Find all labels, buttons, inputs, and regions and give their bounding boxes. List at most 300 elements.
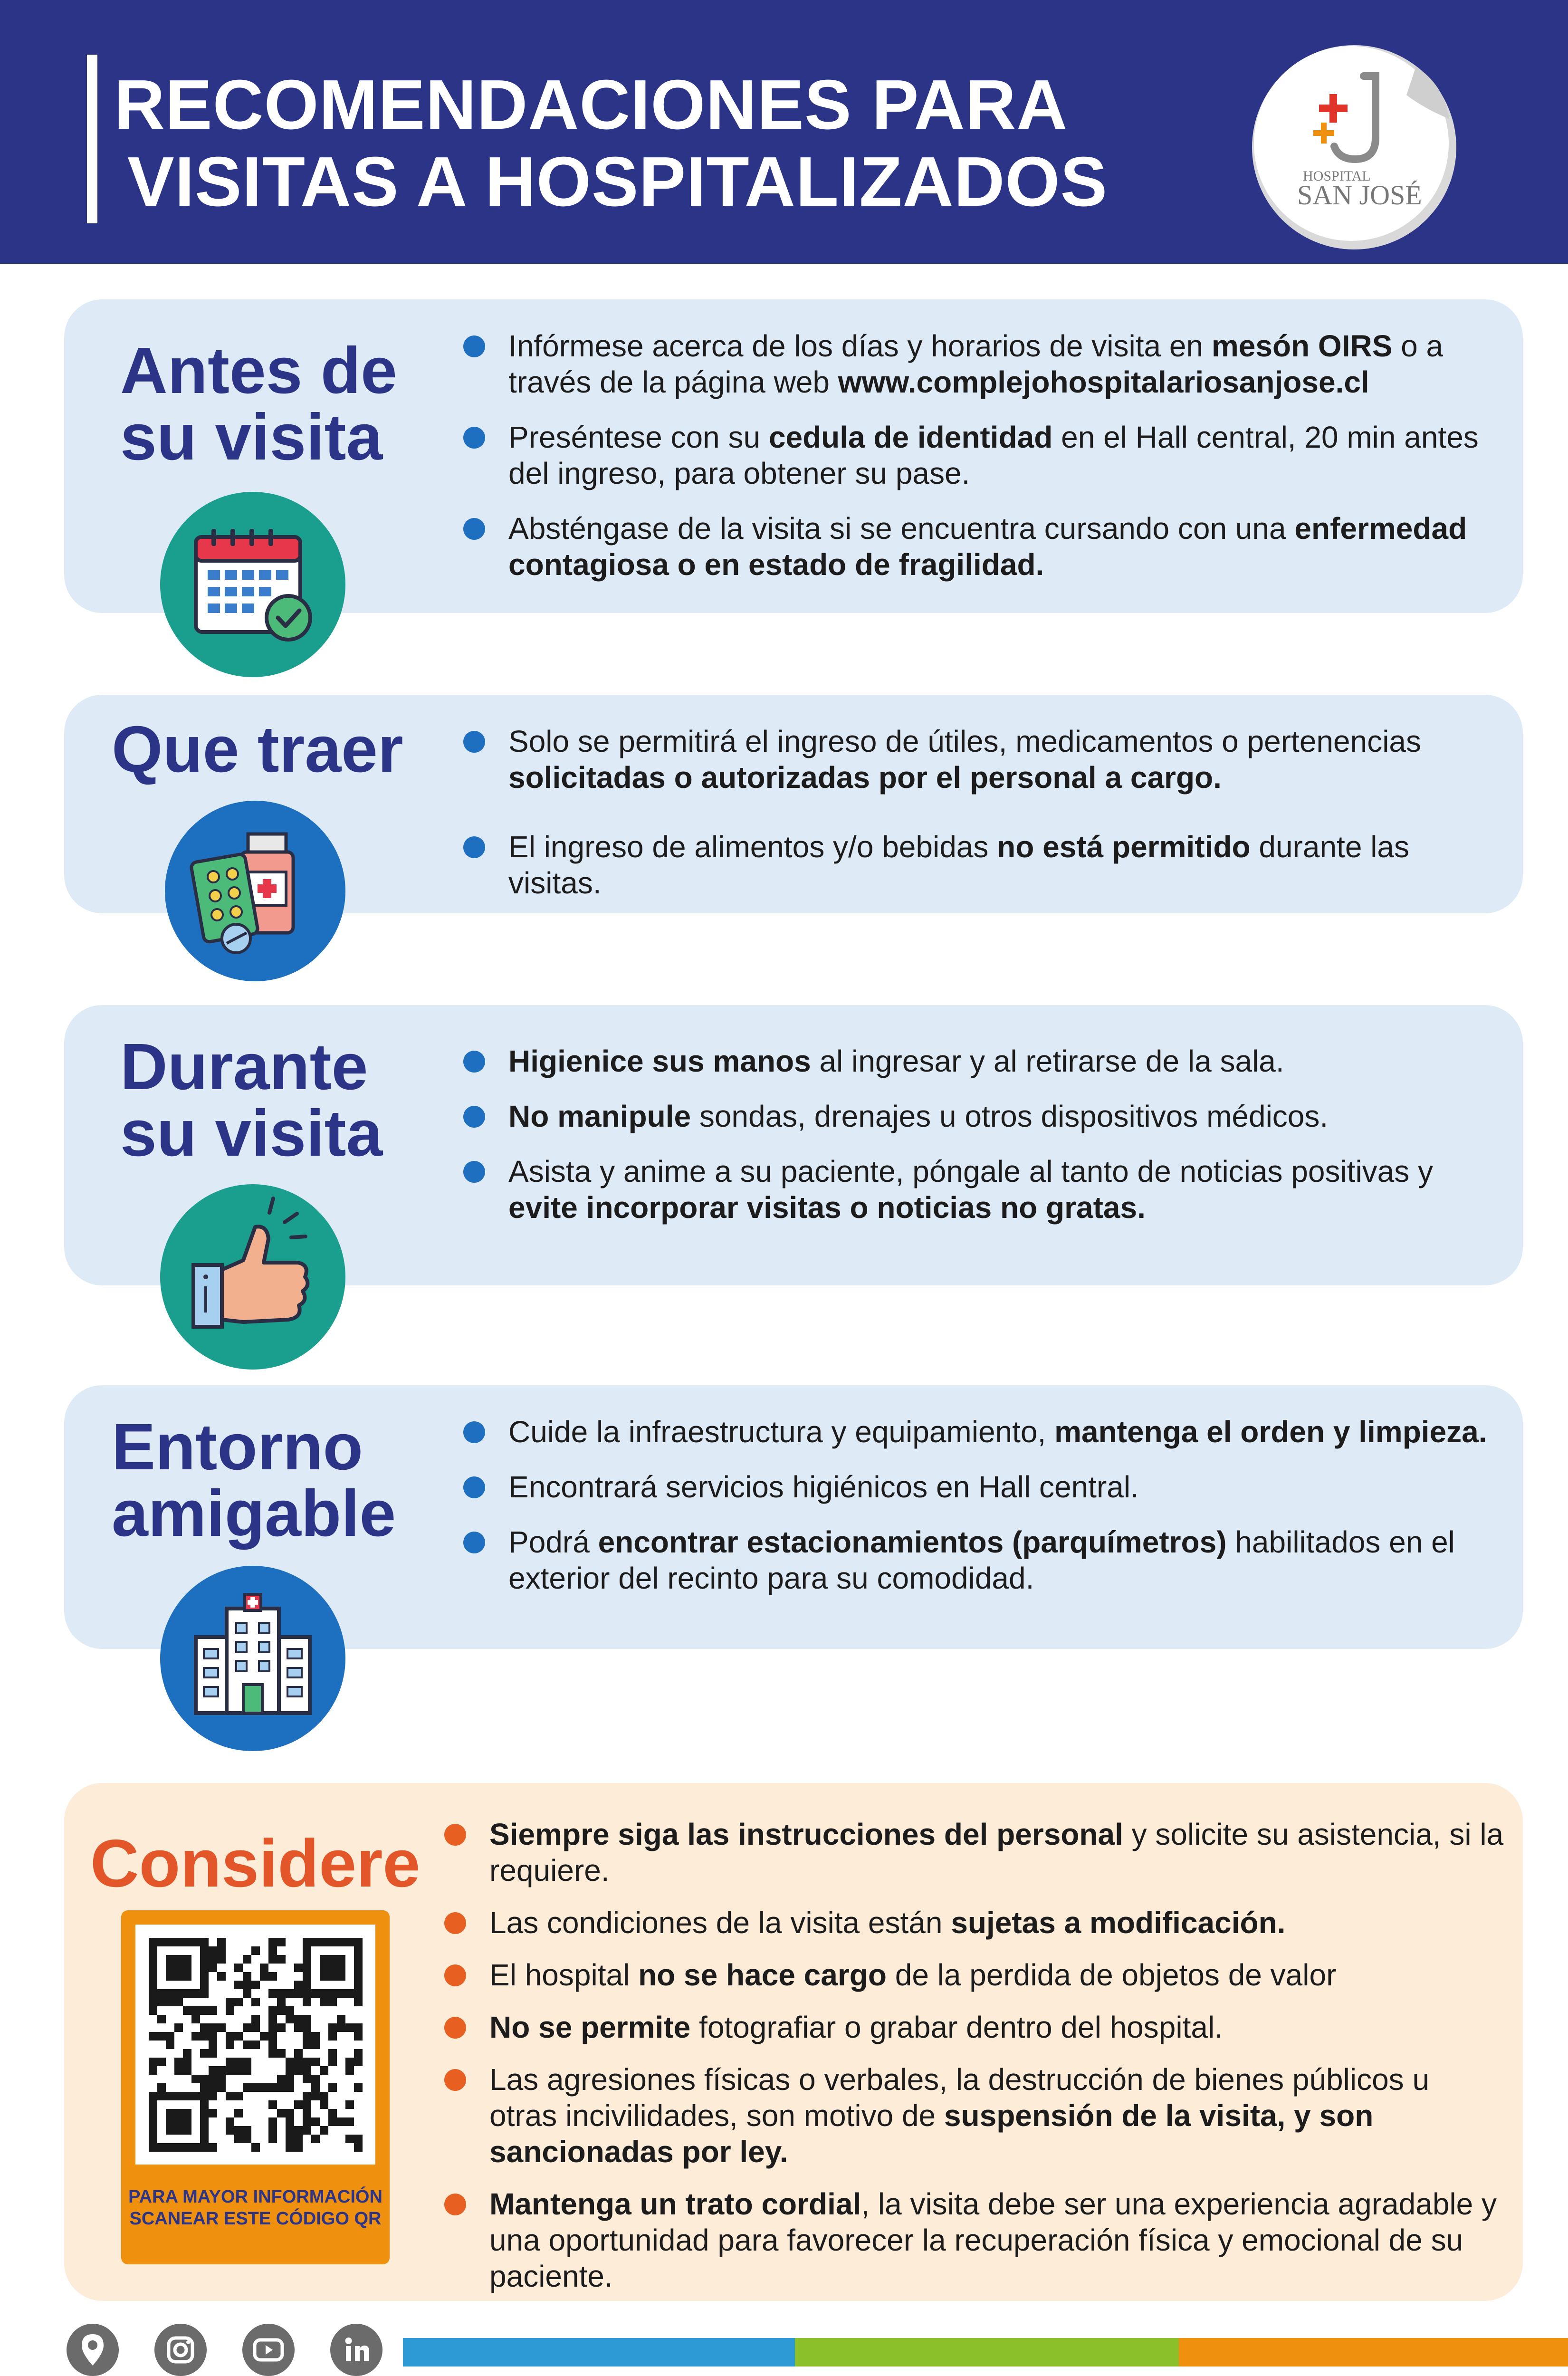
qr-module — [226, 2117, 234, 2126]
qr-module — [183, 2006, 191, 2015]
qr-module — [157, 1989, 166, 1998]
qr-module — [311, 2032, 320, 2041]
qr-module — [209, 2032, 217, 2041]
qr-module — [303, 2117, 311, 2126]
qr-module — [328, 2117, 337, 2126]
qr-module — [268, 1946, 277, 1955]
qr-module — [337, 2117, 345, 2126]
qr-module — [200, 2117, 209, 2126]
qr-module — [200, 1989, 209, 1998]
qr-module — [337, 2023, 345, 2032]
qr-module — [311, 1938, 320, 1946]
qr-module — [294, 2066, 303, 2075]
bullet-dot — [444, 2017, 466, 2039]
qr-module — [268, 1989, 277, 1998]
qr-module — [303, 1955, 311, 1964]
qr-module — [234, 1998, 243, 2006]
qr-module — [277, 2023, 286, 2032]
section-title: Considere — [90, 1826, 421, 1901]
qr-module — [166, 2092, 174, 2100]
qr-module — [209, 2006, 217, 2015]
qr-module — [260, 1964, 268, 1972]
qr-module — [183, 1964, 191, 1972]
qr-module — [311, 2041, 320, 2049]
bullet-dot — [463, 1106, 485, 1128]
logo-big-text: SAN JOSÉ — [1297, 180, 1422, 211]
qr-module — [268, 2032, 277, 2041]
qr-module — [149, 2135, 157, 2143]
qr-module — [149, 1938, 157, 1946]
qr-module — [328, 1955, 337, 1964]
qr-module — [354, 1955, 363, 1964]
header-accent-bar — [87, 55, 97, 223]
qr-module — [243, 1981, 251, 1989]
thumbs-up-icon — [160, 1184, 345, 1370]
footer-stripe-green — [795, 2338, 1179, 2366]
footer-stripe-blue — [403, 2338, 795, 2366]
qr-module — [200, 2126, 209, 2135]
qr-module — [243, 2135, 251, 2143]
qr-module — [200, 1946, 209, 1955]
qr-module — [157, 2083, 166, 2092]
qr-module — [311, 2083, 320, 2092]
qr-module — [328, 2058, 337, 2066]
qr-module — [217, 2075, 226, 2083]
qr-module — [191, 1989, 200, 1998]
qr-module — [200, 2006, 209, 2015]
qr-module — [303, 2058, 311, 2066]
qr-module — [277, 2049, 286, 2058]
qr-module — [311, 2092, 320, 2100]
section-title: Entorno amigable — [112, 1410, 396, 1550]
qr-module — [191, 2006, 200, 2015]
qr-module — [354, 2135, 363, 2143]
qr-module — [174, 1955, 183, 1964]
qr-module — [345, 2066, 354, 2075]
list-item: Higienice sus manos al ingresar y al retirarse de la sala. — [463, 1043, 1509, 1079]
qr-module — [328, 2109, 337, 2117]
qr-module — [166, 2032, 174, 2041]
qr-module — [286, 1989, 294, 1998]
qr-module — [149, 2032, 157, 2041]
qr-module — [183, 2066, 191, 2075]
bullet-dot — [463, 1051, 485, 1073]
qr-module — [303, 1972, 311, 1981]
qr-module — [191, 2075, 200, 2083]
qr-module — [277, 2109, 286, 2117]
qr-module — [277, 1938, 286, 1946]
qr-module — [200, 2143, 209, 2152]
bullet-dot — [444, 2194, 466, 2215]
qr-module — [320, 2126, 328, 2135]
qr-module — [303, 2041, 311, 2049]
qr-module — [345, 2058, 354, 2066]
youtube-icon[interactable] — [242, 2324, 295, 2376]
qr-module — [337, 1938, 345, 1946]
list-item: Asista y anime a su paciente, póngale al tanto de noticias positivas y evite incorporar visitas o noticias no gratas. — [463, 1153, 1509, 1226]
qr-module — [149, 2006, 157, 2015]
bullet-list — [463, 328, 1509, 602]
qr-module — [268, 2006, 277, 2015]
qr-module — [209, 2041, 217, 2049]
list-item: Cuide la infraestructura y equipamiento, mantenga el orden y limpieza. — [463, 1414, 1509, 1450]
list-item: Preséntese con su cedula de identidad en el Hall central, 20 min antes del ingreso, para obtener su pase. — [463, 419, 1509, 491]
list-item: Infórmese acerca de los días y horarios de visita en mesón OIRS o a través de la página web www.complejohospitalariosanjose.cl — [463, 328, 1509, 400]
qr-module — [320, 1938, 328, 1946]
qr-module — [337, 1964, 345, 1972]
qr-module — [320, 1955, 328, 1964]
qr-module — [337, 1955, 345, 1964]
qr-module — [200, 2083, 209, 2092]
qr-module — [251, 1998, 260, 2006]
qr-module — [183, 1955, 191, 1964]
qr-module — [243, 2126, 251, 2135]
qr-module — [191, 2092, 200, 2100]
qr-module — [320, 1998, 328, 2006]
qr-module — [243, 2083, 251, 2092]
qr-module — [294, 1989, 303, 1998]
qr-module — [217, 2066, 226, 2075]
qr-module — [157, 1998, 166, 2006]
qr-module — [149, 2066, 157, 2075]
qr-module — [303, 2092, 311, 2100]
qr-module — [166, 2117, 174, 2126]
qr-module — [286, 2143, 294, 2152]
qr-module — [320, 1972, 328, 1981]
qr-module — [149, 1998, 157, 2006]
qr-module — [303, 1989, 311, 1998]
qr-module — [345, 1938, 354, 1946]
qr-module — [354, 1938, 363, 1946]
qr-module — [260, 2032, 268, 2041]
qr-module — [277, 1989, 286, 1998]
qr-module — [354, 1998, 363, 2006]
qr-module — [174, 1998, 183, 2006]
qr-module — [251, 2041, 260, 2049]
qr-module — [166, 1938, 174, 1946]
qr-module — [337, 1972, 345, 1981]
qr-module — [226, 2066, 234, 2075]
qr-module — [277, 2075, 286, 2083]
bullet-dot — [444, 1964, 466, 1986]
qr-module — [303, 1964, 311, 1972]
qr-module — [243, 1955, 251, 1964]
qr-module — [286, 2117, 294, 2126]
qr-module — [226, 2126, 234, 2135]
qr-module — [268, 1955, 277, 1964]
bullet-dot — [463, 427, 485, 449]
qr-module — [303, 1938, 311, 1946]
qr-module — [209, 2049, 217, 2058]
qr-module — [337, 2015, 345, 2023]
qr-module — [149, 1964, 157, 1972]
qr-module — [183, 1989, 191, 1998]
qr-module — [217, 1955, 226, 1964]
bullet-list — [444, 1816, 1504, 2313]
list-item: Siempre siga las instrucciones del personal y solicite su asistencia, si la requiere. — [444, 1816, 1504, 1888]
list-item: Las agresiones físicas o verbales, la destrucción de bienes públicos u otras incivilidades, son motivo de suspensión de la visita, y son sancionadas por ley. — [444, 2061, 1504, 2170]
qr-module — [200, 2049, 209, 2058]
qr-module — [354, 2032, 363, 2041]
qr-module — [294, 2058, 303, 2066]
qr-module — [191, 2143, 200, 2152]
qr-module — [209, 2023, 217, 2032]
qr-module — [286, 2066, 294, 2075]
qr-module — [166, 1955, 174, 1964]
list-item: El hospital no se hace cargo de la perdida de objetos de valor — [444, 1957, 1504, 1993]
qr-module — [243, 1972, 251, 1981]
bullet-dot — [463, 1532, 485, 1553]
qr-module — [311, 1989, 320, 1998]
qr-module — [174, 1972, 183, 1981]
qr-module — [286, 2135, 294, 2143]
qr-module — [354, 2023, 363, 2032]
qr-module — [226, 2041, 234, 2049]
qr-module — [277, 1955, 286, 1964]
qr-module — [320, 2100, 328, 2109]
qr-module — [303, 1946, 311, 1955]
qr-module — [345, 2023, 354, 2032]
qr-module — [354, 1981, 363, 1989]
instagram-icon[interactable] — [154, 2324, 207, 2376]
qr-module — [328, 2032, 337, 2041]
bullet-list — [463, 723, 1509, 920]
qr-module — [149, 2117, 157, 2126]
qr-module — [320, 1989, 328, 1998]
bullet-list — [463, 1043, 1509, 1245]
qr-module — [320, 1964, 328, 1972]
qr-module — [174, 1964, 183, 1972]
qr-module — [217, 2083, 226, 2092]
qr-module — [286, 2075, 294, 2083]
qr-module — [234, 1981, 243, 1989]
bullet-dot — [444, 1824, 466, 1846]
list-item: Las condiciones de la visita están sujetas a modificación. — [444, 1905, 1504, 1941]
qr-module — [328, 2049, 337, 2058]
qr-module — [166, 2041, 174, 2049]
qr-module — [157, 2032, 166, 2041]
qr-module — [234, 2135, 243, 2143]
bullet-dot — [463, 836, 485, 858]
qr-module — [311, 2135, 320, 2143]
qr-module — [149, 1981, 157, 1989]
qr-module — [328, 1938, 337, 1946]
calendar-check-icon — [160, 492, 345, 677]
qr-module — [200, 2023, 209, 2032]
qr-module — [200, 1972, 209, 1981]
qr-module — [328, 1989, 337, 1998]
bullet-dot — [463, 1421, 485, 1443]
qr-module — [174, 2066, 183, 2075]
qr-module — [209, 2143, 217, 2152]
qr-module — [268, 2083, 277, 2092]
qr-module — [234, 2066, 243, 2075]
qr-module — [149, 2126, 157, 2135]
qr-module — [354, 2049, 363, 2058]
qr-module — [328, 1964, 337, 1972]
qr-module — [320, 2092, 328, 2100]
qr-module — [183, 2143, 191, 2152]
qr-module — [328, 2083, 337, 2092]
qr-module — [157, 2143, 166, 2152]
bullet-dot — [463, 1161, 485, 1183]
qr-code-panel[interactable] — [121, 1910, 390, 2264]
qr-module — [200, 1938, 209, 1946]
qr-module — [303, 2126, 311, 2135]
qr-module — [183, 2117, 191, 2126]
qr-module — [234, 2092, 243, 2100]
qr-module — [294, 2023, 303, 2032]
qr-module — [174, 2126, 183, 2135]
qr-module — [345, 2117, 354, 2126]
qr-module — [200, 2109, 209, 2117]
qr-module — [286, 2006, 294, 2015]
qr-module — [157, 2015, 166, 2023]
qr-module — [234, 2109, 243, 2117]
list-item: Absténgase de la visita si se encuentra cursando con una enfermedad contagiosa o en estado de fragilidad. — [463, 510, 1509, 583]
qr-module — [268, 2135, 277, 2143]
qr-module — [166, 2109, 174, 2117]
bullet-dot — [463, 1476, 485, 1498]
qr-module — [251, 2143, 260, 2152]
qr-module — [354, 2083, 363, 2092]
qr-module — [268, 2015, 277, 2023]
list-item: Mantenga un trato cordial, la visita debe ser una experiencia agradable y una oportunidad para favorecer la recuperación física y emocional de su paciente. — [444, 2186, 1504, 2294]
qr-module — [260, 1972, 268, 1981]
qr-module — [320, 2066, 328, 2075]
logo-small-text: HOSPITAL — [1303, 168, 1371, 184]
qr-module — [243, 2066, 251, 2075]
qr-module — [217, 1938, 226, 1946]
qr-module — [345, 2135, 354, 2143]
qr-module — [268, 2117, 277, 2126]
qr-module — [328, 2023, 337, 2032]
qr-module — [251, 2083, 260, 2092]
qr-module — [303, 2066, 311, 2075]
list-item: No manipule sondas, drenajes u otros dispositivos médicos. — [463, 1098, 1509, 1134]
qr-module — [166, 2143, 174, 2152]
qr-module — [328, 1972, 337, 1981]
linkedin-icon[interactable] — [330, 2324, 382, 2376]
qr-module — [286, 2015, 294, 2023]
qr-module — [303, 2109, 311, 2117]
location-pin-icon[interactable] — [67, 2324, 119, 2376]
qr-module — [354, 1946, 363, 1955]
qr-module — [294, 2015, 303, 2023]
qr-module — [174, 2023, 183, 2032]
qr-module — [174, 1989, 183, 1998]
qr-module — [174, 2109, 183, 2117]
qr-module — [268, 2023, 277, 2032]
qr-module — [157, 2092, 166, 2100]
qr-module — [217, 2023, 226, 2032]
qr-module — [294, 1964, 303, 1972]
qr-module — [209, 2109, 217, 2117]
qr-module — [354, 2058, 363, 2066]
qr-module — [217, 1972, 226, 1981]
qr-module — [354, 2143, 363, 2152]
qr-module — [157, 2058, 166, 2066]
qr-module — [294, 2100, 303, 2109]
bullet-dot — [463, 335, 485, 357]
qr-module — [200, 2092, 209, 2100]
qr-module — [174, 2058, 183, 2066]
qr-module — [311, 2075, 320, 2083]
qr-module — [251, 1946, 260, 1955]
qr-module — [200, 2032, 209, 2041]
qr-module — [166, 2126, 174, 2135]
qr-module — [311, 2117, 320, 2126]
hospital-building-icon — [160, 1566, 345, 1751]
qr-module — [303, 1981, 311, 1989]
bullet-list — [463, 1414, 1509, 1615]
qr-module — [251, 1981, 260, 1989]
qr-module — [149, 2092, 157, 2100]
qr-module — [149, 2100, 157, 2109]
qr-module — [303, 2075, 311, 2083]
qr-code[interactable] — [121, 1910, 390, 2184]
page-title-line1: RECOMENDACIONES PARA — [114, 66, 1068, 144]
qr-module — [183, 2058, 191, 2066]
qr-module — [251, 2023, 260, 2032]
qr-module — [149, 1972, 157, 1981]
list-item: Encontrará servicios higiénicos en Hall central. — [463, 1469, 1509, 1505]
qr-module — [149, 1946, 157, 1955]
qr-module — [166, 1989, 174, 1998]
footer-stripe-orange — [1179, 2338, 1568, 2366]
bullet-dot — [444, 2069, 466, 2091]
qr-module — [337, 1989, 345, 1998]
list-item: No se permite fotografiar o grabar dentro del hospital. — [444, 2009, 1504, 2045]
qr-module — [243, 1989, 251, 1998]
qr-module — [354, 1972, 363, 1981]
qr-module — [294, 2126, 303, 2135]
qr-module — [149, 2058, 157, 2066]
qr-module — [243, 2041, 251, 2049]
list-item: El ingreso de alimentos y/o bebidas no está permitido durante las visitas. — [463, 829, 1509, 901]
qr-module — [345, 2100, 354, 2109]
qr-module — [174, 2092, 183, 2100]
qr-module — [209, 1955, 217, 1964]
qr-module — [268, 1972, 277, 1981]
qr-module — [294, 1981, 303, 1989]
bullet-dot — [463, 731, 485, 753]
qr-module — [354, 1964, 363, 1972]
qr-module — [234, 1964, 243, 1972]
qr-module — [200, 1981, 209, 1989]
qr-module — [243, 2023, 251, 2032]
bullet-dot — [444, 1912, 466, 1934]
qr-module — [303, 2100, 311, 2109]
header-banner — [0, 0, 1568, 264]
qr-module — [303, 2032, 311, 2041]
qr-module — [345, 1989, 354, 1998]
qr-module — [209, 2075, 217, 2083]
qr-module — [149, 2143, 157, 2152]
qr-module — [183, 2109, 191, 2117]
page-title — [114, 67, 1108, 220]
qr-module — [234, 2126, 243, 2135]
qr-module — [226, 2006, 234, 2015]
section-title: Que traer — [112, 713, 403, 786]
qr-module — [260, 2083, 268, 2092]
qr-module — [200, 1964, 209, 1972]
qr-module — [226, 2032, 234, 2041]
qr-module — [209, 1964, 217, 1972]
qr-caption: PARA MAYOR INFORMACIÓN SCANEAR ESTE CÓDIGO QR — [128, 2187, 382, 2229]
qr-module — [174, 2143, 183, 2152]
qr-module — [303, 1998, 311, 2006]
